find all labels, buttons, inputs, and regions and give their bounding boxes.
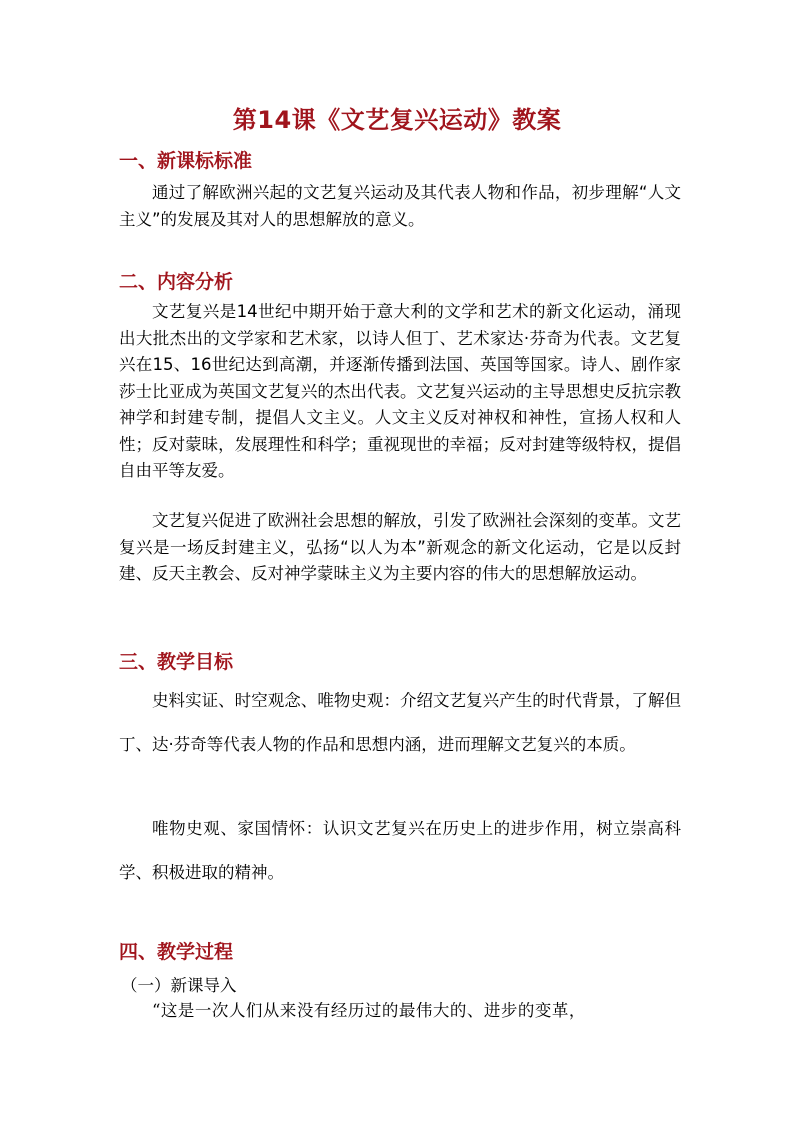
- section-heading-analysis: 二、内容分析: [119, 271, 234, 293]
- analysis-paragraph-1: 文艺复兴是14世纪中期开始于意大利的文学和艺术的新文化运动，涌现出大批杰出的文学家和艺术家，以诗人但丁、艺术家达·芬奇为代表。文艺复兴在15、16世纪达到高潮，并逐渐传播到法国、英国等国家。诗人、剧作家莎士比亚成为英国文艺复兴的杰出代表。文艺复兴运动的主导思想史反抗宗教神学和封建专制，提倡人文主义。人文主义反对神权和神性，宣扬人权和人性；反对蒙昧，发展理性和科学；重视现世的幸福；反对封建等级特权，提倡自由平等友爱。: [119, 302, 681, 480]
- quote-line: “这是一次人们从来没有经历过的最伟大的、进步的变革，: [152, 1001, 586, 1020]
- section-heading-objectives: 三、教学目标: [119, 651, 234, 673]
- standards-paragraph: 通过了解欧洲兴起的文艺复兴运动及其代表人物和作品，初步理解“人文主义”的发展及其对人的思想解放的意义。: [119, 183, 681, 229]
- section-heading-standards: 一、新课标标准: [119, 150, 253, 172]
- objectives-paragraph-2: 唯物史观、家国情怀：认识文艺复兴在历史上的进步作用，树立崇高科学、积极进取的精神。: [119, 819, 681, 882]
- analysis-paragraph-2: 文艺复兴促进了欧洲社会思想的解放，引发了欧洲社会深刻的变革。文艺复兴是一场反封建主义，弘扬“以人为本”新观念的新文化运动，它是以反封建、反天主教会、反对神学蒙昧主义为主要内容的伟大的思想解放运动。: [119, 511, 681, 583]
- subsection-intro: （一）新课导入: [121, 976, 237, 995]
- section-heading-process: 四、教学过程: [119, 941, 234, 963]
- page-title: 第14课《文艺复兴运动》教案: [232, 106, 562, 134]
- objectives-paragraph-1: 史料实证、时空观念、唯物史观：介绍文艺复兴产生的时代背景，了解但丁、达·芬奇等代表人物的作品和思想内涵，进而理解文艺复兴的本质。: [119, 691, 681, 754]
